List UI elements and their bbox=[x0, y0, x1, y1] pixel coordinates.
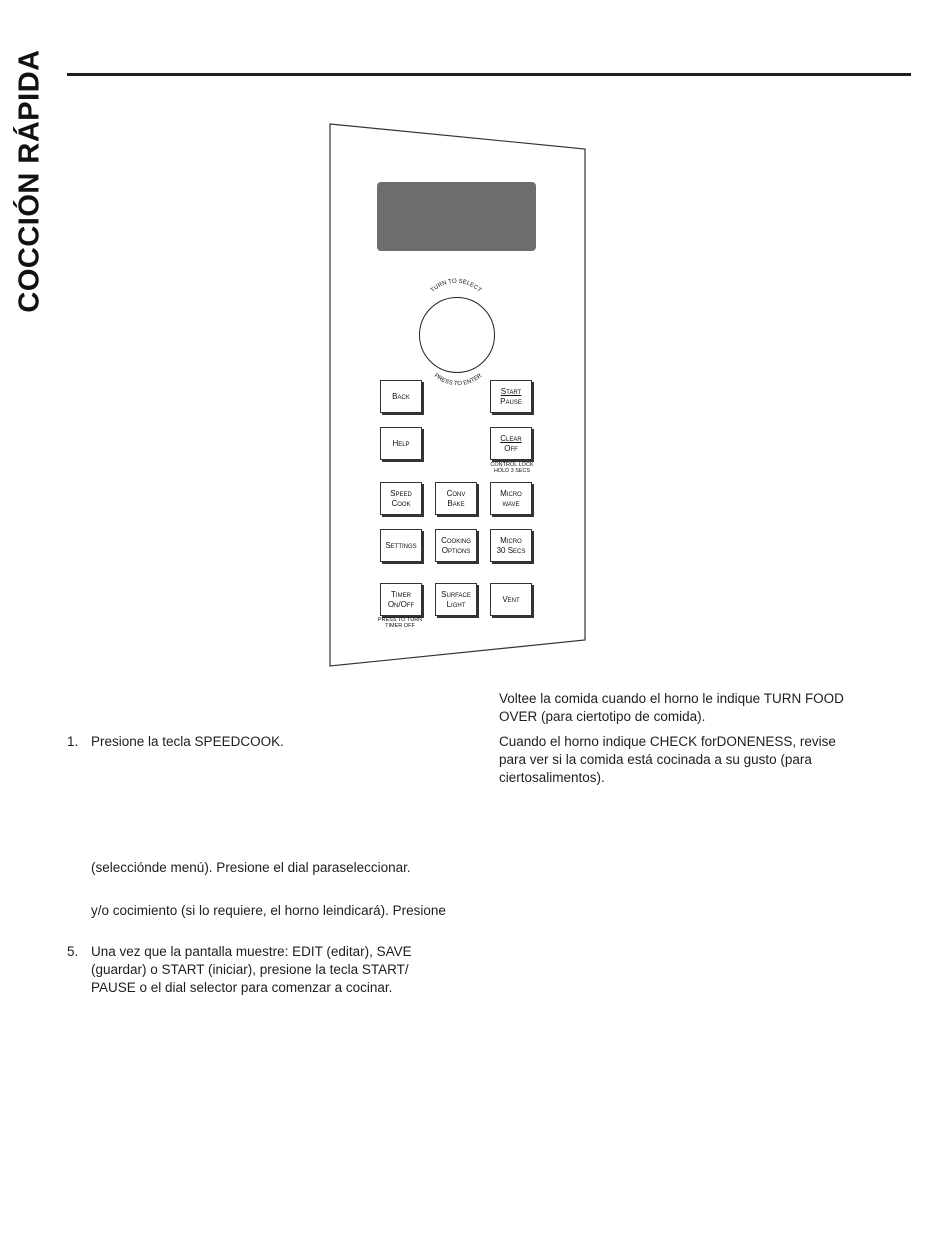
selector-dial[interactable] bbox=[419, 297, 495, 373]
turn-food-over-line2: OVER (para ciertotipo de comida). bbox=[499, 709, 706, 724]
timer-key-line2: On/Off bbox=[387, 599, 415, 609]
step-5-line1: Una vez que la pantalla muestre: EDIT (editar), SAVE bbox=[91, 944, 412, 959]
start-key-label: Start bbox=[500, 386, 522, 396]
speed-cook-key-line2: Cook bbox=[391, 498, 411, 508]
turn-food-over-line1: Voltee la comida cuando el horno le indique TURN FOOD bbox=[499, 691, 844, 706]
micro-30-secs-key-line2: 30 Secs bbox=[496, 545, 526, 555]
dial-top-label: TURN TO SELECT bbox=[429, 278, 483, 294]
dial-bottom-label: PRESS TO ENTER bbox=[432, 372, 484, 388]
side-section-title-text: COCCIÓN RÁPIDA bbox=[13, 49, 46, 313]
clear-off-key[interactable] bbox=[490, 427, 532, 460]
cooking-options-key-line2: Options bbox=[441, 545, 471, 555]
cooking-options-key-line1: Cooking bbox=[441, 535, 471, 545]
off-key-label: Off bbox=[504, 443, 518, 453]
check-doneness-line2: para ver si la comida está cocinada a su gusto (para bbox=[499, 752, 812, 767]
settings-key[interactable] bbox=[380, 529, 422, 562]
check-doneness-line3: ciertosalimentos). bbox=[499, 770, 605, 785]
control-lock-note-line2: HOLD 3 SECS bbox=[493, 468, 531, 474]
timer-off-note-line1: PRESS TO TURN bbox=[377, 617, 423, 623]
check-doneness-line1: Cuando el horno indique CHECK forDONENESS, revise bbox=[499, 734, 836, 749]
control-lock-note-line1: CONTROL LOCK bbox=[490, 462, 534, 468]
speed-cook-key-line1: Speed bbox=[390, 488, 412, 498]
conv-bake-key-line1: Conv bbox=[446, 488, 466, 498]
micro-30-secs-key-line1: Micro bbox=[500, 535, 522, 545]
timer-on-off-key[interactable] bbox=[380, 583, 422, 616]
step-1-number: 1. bbox=[67, 734, 79, 749]
vent-key-label: Vent bbox=[502, 594, 520, 604]
help-key[interactable] bbox=[380, 427, 422, 460]
clear-key-label: Clear bbox=[500, 433, 522, 443]
back-key-label: Back bbox=[392, 391, 410, 401]
back-key[interactable] bbox=[380, 380, 422, 413]
microwave-key-line1: Micro bbox=[500, 488, 522, 498]
step-5-text bbox=[91, 943, 412, 997]
surface-light-key-line2: Light bbox=[446, 599, 466, 609]
step-5-number: 5. bbox=[67, 944, 79, 959]
help-key-label: Help bbox=[392, 438, 410, 448]
micro-30-secs-key[interactable] bbox=[490, 529, 532, 562]
conv-bake-key[interactable] bbox=[435, 482, 477, 515]
timer-off-note bbox=[370, 617, 430, 629]
turn-food-over-paragraph bbox=[499, 690, 844, 726]
check-doneness-paragraph bbox=[499, 733, 836, 787]
vent-key[interactable] bbox=[490, 583, 532, 616]
start-pause-key[interactable] bbox=[490, 380, 532, 413]
cooking-options-key[interactable] bbox=[435, 529, 477, 562]
timer-off-note-line2: TIMER OFF bbox=[385, 623, 415, 629]
microwave-key-line2: wave bbox=[502, 498, 520, 508]
settings-key-label: Settings bbox=[385, 540, 417, 550]
conv-bake-key-line2: Bake bbox=[447, 498, 465, 508]
step-fragment-1: (seleccióndе menú). Presione el dial paraseleccionar. bbox=[91, 860, 411, 875]
surface-light-key[interactable] bbox=[435, 583, 477, 616]
display-window bbox=[377, 182, 536, 251]
surface-light-key-line1: Surface bbox=[441, 589, 471, 599]
pause-key-label: Pause bbox=[500, 396, 522, 406]
microwave-key[interactable] bbox=[490, 482, 532, 515]
step-fragment-2: y/o cocimiento (si lo requiere, el horno leindicará). Presione bbox=[91, 903, 446, 918]
step-5-line2: (guardar) o START (iniciar), presione la tecla START/ bbox=[91, 962, 409, 977]
control-lock-note bbox=[482, 462, 542, 474]
step-1-text: Presione la tecla SPEEDCOOK. bbox=[91, 734, 284, 749]
step-5-line3: PAUSE o el dial selector para comenzar a cocinar. bbox=[91, 980, 393, 995]
speed-cook-key[interactable] bbox=[380, 482, 422, 515]
timer-key-line1: Timer bbox=[391, 589, 411, 599]
